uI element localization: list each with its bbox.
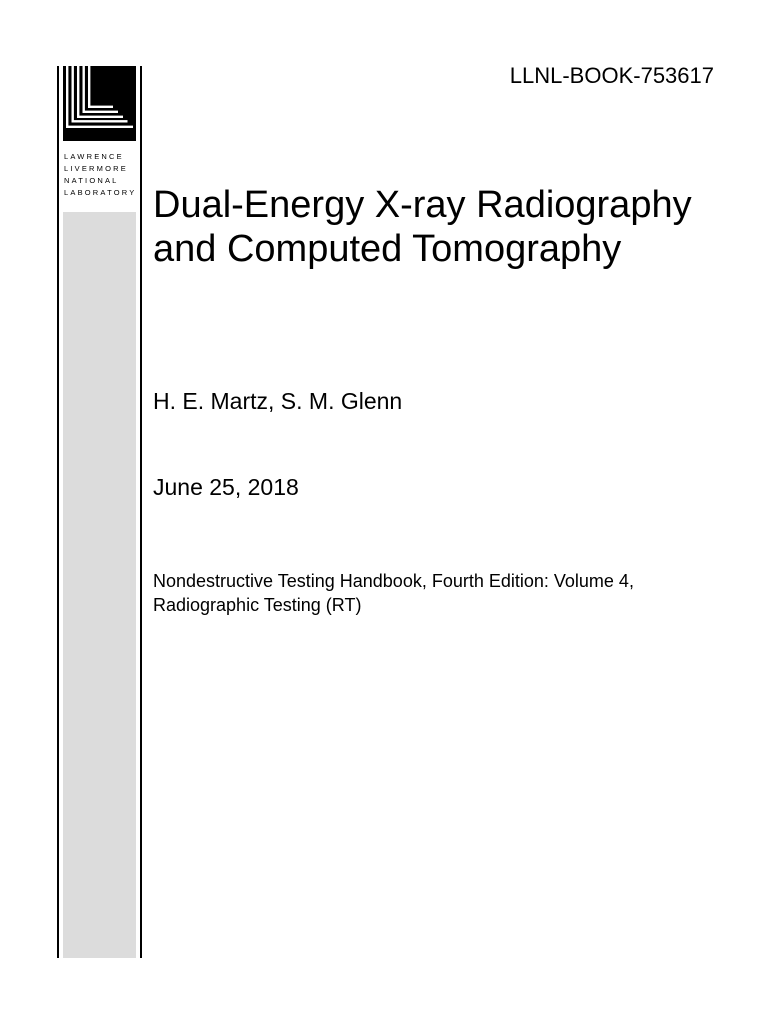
publication-info [153, 569, 634, 617]
sidebar-gray-band [63, 212, 136, 958]
document-number: LLNL-BOOK-753617 [509, 63, 714, 88]
right-rule [140, 66, 142, 958]
publication-line-2: Radiographic Testing (RT) [153, 595, 362, 615]
left-rule [57, 66, 59, 958]
laboratory-name [64, 151, 140, 199]
document-title [153, 183, 753, 271]
authors: H. E. Martz, S. M. Glenn [153, 388, 403, 414]
lab-name-line-3: NATIONAL [64, 176, 119, 185]
lab-name-line-2: LIVERMORE [64, 164, 128, 173]
lab-name-line-1: LAWRENCE [64, 152, 124, 161]
lab-name-line-4: LABORATORY [64, 188, 137, 197]
title-line-2: and Computed Tomography [153, 228, 622, 270]
publication-line-1: Nondestructive Testing Handbook, Fourth Edition: Volume 4, [153, 571, 634, 591]
title-line-1: Dual-Energy X-ray Radiography [153, 184, 692, 226]
llnl-logo [63, 66, 136, 141]
publication-date: June 25, 2018 [153, 474, 299, 500]
